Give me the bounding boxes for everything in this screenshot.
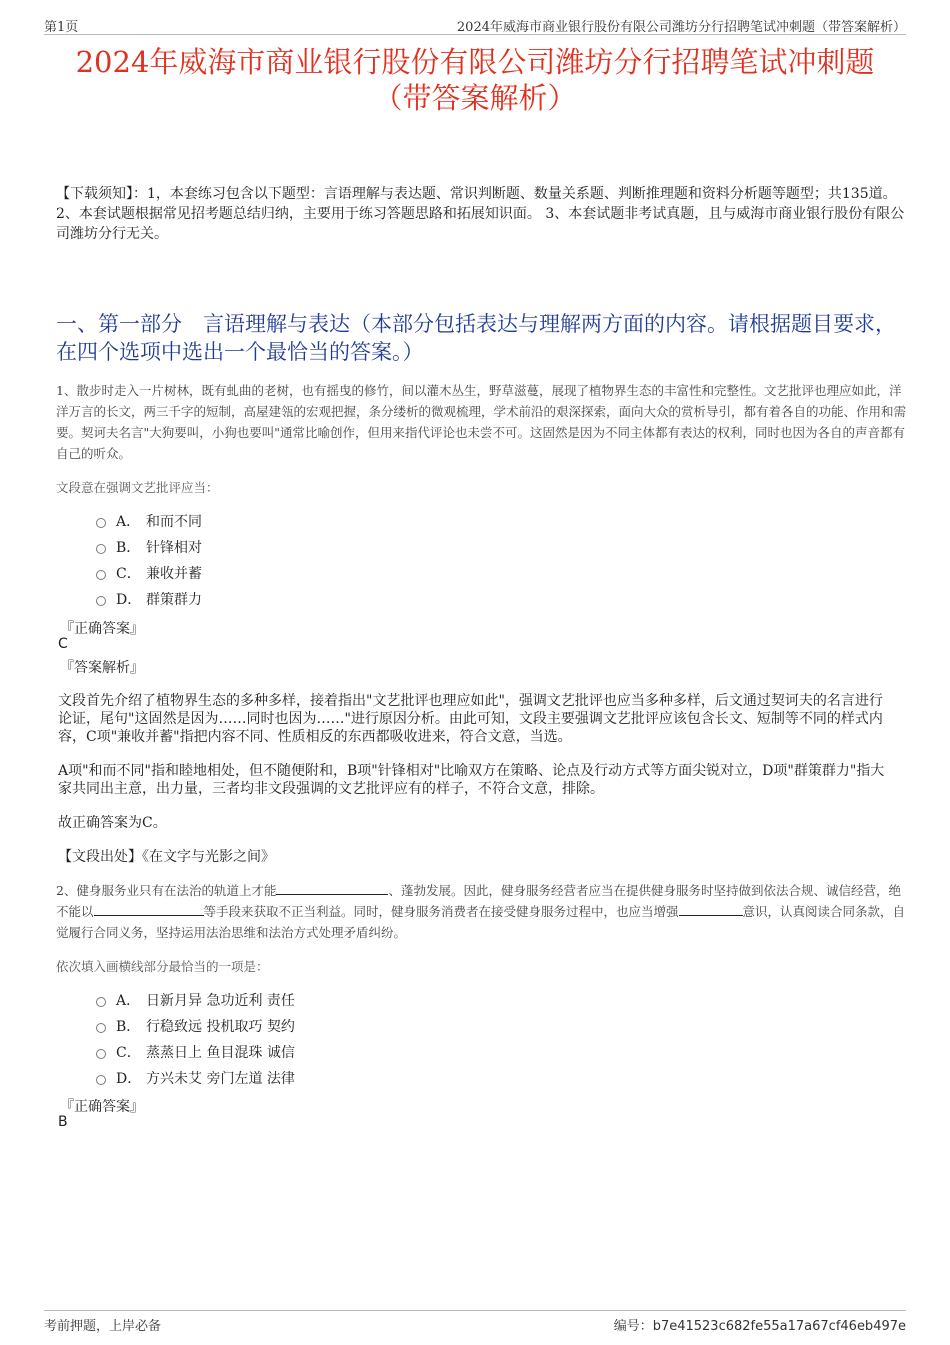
fill-blank-2: [94, 903, 204, 916]
footer-slogan: 考前押题，上岸必备: [44, 1319, 162, 1334]
option-a[interactable]: A． 日新月异 急功近利 责任: [96, 987, 295, 1013]
option-d[interactable]: D． 群策群力: [96, 586, 202, 612]
option-c[interactable]: C． 兼收并蓄: [96, 560, 202, 586]
question-1-options: [96, 508, 202, 612]
answer-value: C: [58, 636, 68, 652]
answer-label: 『正确答案』: [60, 1099, 144, 1115]
option-b[interactable]: B． 针锋相对: [96, 534, 202, 560]
fill-blank-1: [276, 882, 388, 895]
document-title: [40, 44, 910, 116]
question-1-text: 1、散步时走入一片树林，既有虬曲的老树，也有摇曳的修竹，间以灌木丛生，野草滋蔓，展现了植物界生态的丰富性和完整性。文艺批评也理应如此，洋洋万言的长文，两三千字的短制，高屋建瓴的宏观把握，条分缕析的微观梳理，学术前沿的艰深探索，面向大众的赏析导引，都有着各自的功能、作用和需要。契诃夫名言"大狗要叫，小狗也要叫"通常比喻创作，但用来指代评论也未尝不可。这固然是因为不同主体都有表达的权利，同时也因为各自的声音都有自己的听众。: [56, 383, 907, 461]
fill-blank-3: [679, 903, 743, 916]
passage-source: 【文段出处】《在文字与光影之间》: [58, 849, 275, 865]
question-2-text: 2、健身服务业只有在法治的轨道上才能 、蓬勃发展。因此，健身服务经营者应当在提供健身服务时坚持做到依法合规、诚信经营，绝不能以 等手段来获取不正当利益。同时，健身服务消费者在接受健身服务过程中，也应当增强 意识，认真阅读合同条款，自觉履行合同义务，坚持运用法治思维和法治方式处理矛盾纠纷。: [56, 883, 906, 940]
option-c[interactable]: C． 蒸蒸日上 鱼目混珠 诚信: [96, 1039, 295, 1065]
question-2-prompt: 依次填入画横线部分最恰当的一项是：: [56, 959, 269, 974]
analysis-paragraph-2: A项"和而不同"指和睦地相处，但不随便附和，B项"针锋相对"比喻双方在策略、论点及行动方式等方面尖锐对立，D项"群策群力"指大家共同出主意，出力量，三者均非文段强调的文艺批评应有的样子，不符合文意，排除。: [58, 763, 885, 797]
title-line-2: （带答案解析）: [373, 81, 577, 115]
header-doc-title: 2024年威海市商业银行股份有限公司潍坊分行招聘笔试冲刺题（带答案解析）: [456, 20, 906, 35]
radio-icon[interactable]: [96, 1023, 106, 1033]
analysis-paragraph-1: 文段首先介绍了植物界生态的多种多样，接着指出"文艺批评也理应如此"，强调文艺批评也应当多种多样，后文通过契诃夫的名言进行论证，尾句"这固然是因为……同时也因为……"进行原因分析。由此可知，文段主要强调文艺批评应该包含长文、短制等不同的样式内容，C项"兼收并蓄"指把内容不同、性质相反的东西都吸收进来，符合文意，当选。: [58, 693, 883, 745]
radio-icon[interactable]: [96, 570, 106, 580]
question-2-options: [96, 987, 295, 1091]
page-footer: [44, 1310, 906, 1333]
radio-icon[interactable]: [96, 1049, 106, 1059]
radio-icon[interactable]: [96, 544, 106, 554]
analysis-conclusion: 故正确答案为C。: [58, 815, 167, 831]
question-1-prompt: 文段意在强调文艺批评应当：: [56, 480, 219, 495]
radio-icon[interactable]: [96, 518, 106, 528]
radio-icon[interactable]: [96, 596, 106, 606]
title-line-1: 2024年威海市商业银行股份有限公司潍坊分行招聘笔试冲刺题: [75, 45, 875, 79]
answer-label: 『正确答案』: [60, 621, 144, 637]
page-number: 第1页: [44, 20, 79, 35]
download-notice: 【下载须知】：1，本套练习包含以下题型：言语理解与表达题、常识判断题、数量关系题、判断推理题和资料分析题等题型；共135道。 2、本套试题根据常见招考题总结归纳，主要用于练习答题思路和拓展知识面。 3、本套试题非考试真题，且与威海市商业银行股份有限公司潍坊分行无关。: [56, 186, 905, 242]
answer-value: B: [58, 1114, 68, 1130]
analysis-label: 『答案解析』: [60, 660, 144, 676]
section-heading: 一、第一部分 言语理解与表达（本部分包括表达与理解两方面的内容。请根据题目要求，在四个选项中选出一个最恰当的答案。）: [56, 312, 896, 364]
page-header: [44, 14, 906, 35]
document-code: 编号：b7e41523c682fe55a17a67cf46eb497e: [613, 1319, 906, 1334]
radio-icon[interactable]: [96, 1075, 106, 1085]
option-b[interactable]: B． 行稳致远 投机取巧 契约: [96, 1013, 295, 1039]
option-a[interactable]: A． 和而不同: [96, 508, 202, 534]
radio-icon[interactable]: [96, 997, 106, 1007]
option-d[interactable]: D． 方兴未艾 旁门左道 法律: [96, 1065, 295, 1091]
